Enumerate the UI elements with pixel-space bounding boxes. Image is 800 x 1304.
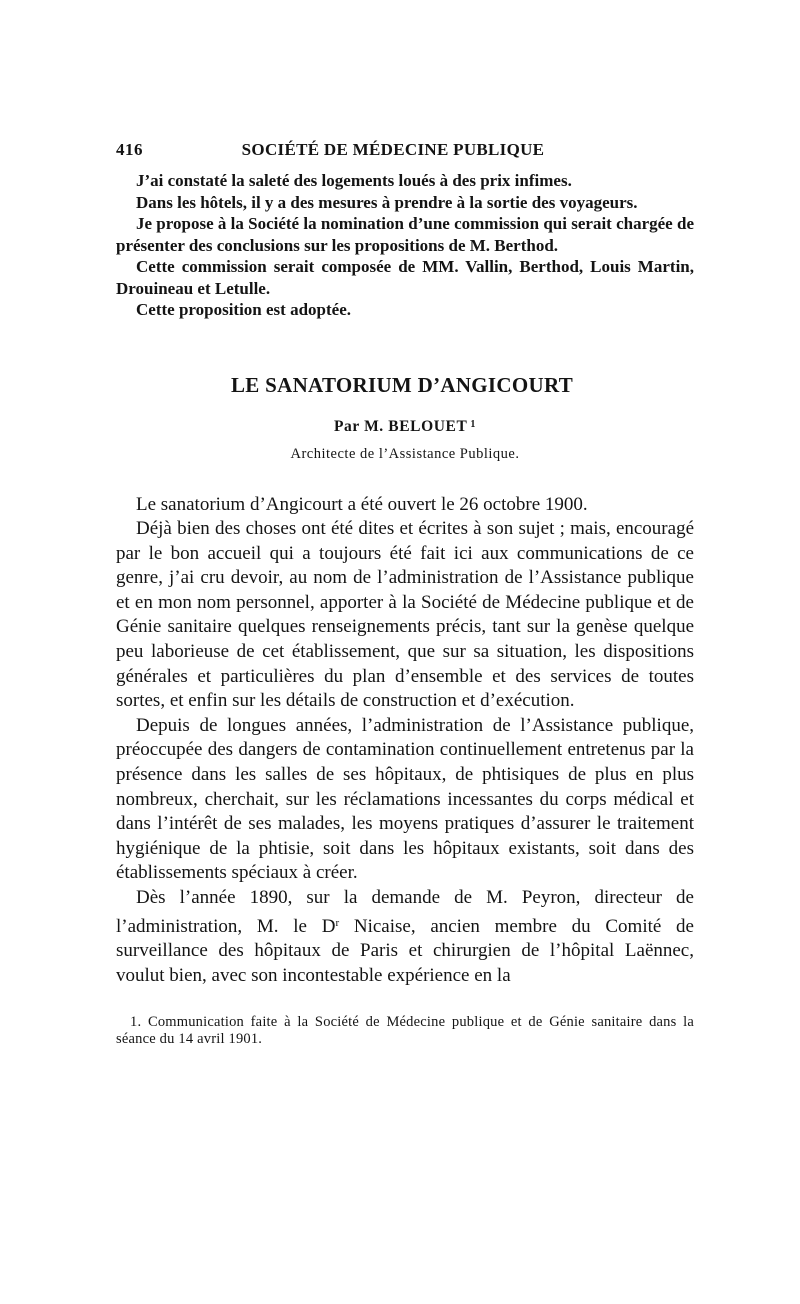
footnote: 1. Communication faite à la Société de Médecine publique et de Génie sanitaire dans la séance du 14 avril 1901. [116, 1014, 694, 1048]
preceding-paragraph: Je propose à la Société la nomination d’une commission qui serait chargée de présenter des conclusions sur les propositions de M. Berthod. [116, 214, 694, 255]
body-text-segment: Dès l’année 1890, sur la demande de M. Peyron, directeur de l’administration, M. le D [116, 887, 694, 937]
article-title: LE SANATORIUM D’ANGICOURT [230, 372, 573, 397]
page-number: 416 [116, 140, 143, 159]
preceding-section [116, 170, 694, 321]
body-paragraph: Le sanatorium d’Angicourt a été ouvert le 26 octobre 1900. [136, 493, 588, 515]
author-affiliation: Architecte de l’Assistance Publique. [290, 445, 520, 462]
body-text-segment: Nicaise, ancien membre du Comité de surveillance des hôpitaux de Paris et chirurgien de l’hôpital Laënnec, voulut bien, avec son incontestable expérience en la [116, 915, 694, 986]
body-paragraph [116, 886, 694, 988]
preceding-paragraph: Cette proposition est adoptée. [136, 300, 351, 319]
book-page [116, 140, 694, 1048]
article-body [116, 493, 694, 989]
author-name: Par M. BELOUET [333, 417, 468, 435]
preceding-paragraph: Dans les hôtels, il y a des mesures à prendre à la sortie des voyageurs. [136, 192, 638, 212]
body-paragraph: Depuis de longues années, l’administration de l’Assistance publique, préoccupée des dangers de contamination continuellement entretenus par la présence dans les salles de ses hôpitaux, de phtisiques de plus en plus nombreux, cherchait, sur les réclamations incessantes du corps médical et dans l’intérêt de ses malades, les moyens pratiques d’assurer le traitement hygiénique de la phtisie, soit dans les hôpitaux existants, soit dans des établissements spéciaux à créer. [116, 714, 694, 884]
superscript-abbreviation: r [335, 916, 340, 929]
article-byline [116, 418, 694, 436]
footnote-reference: 1 [470, 418, 477, 430]
body-paragraph: Déjà bien des choses ont été dites et écrites à son sujet ; mais, encouragé par le bon accueil qui a toujours été fait ici aux communications de ce genre, j’ai cru devoir, au nom de l’administration de l’Assistance publique et en mon nom personnel, apporter à la Société de Médecine publique et de Génie sanitaire quelques renseignements précis, tant sur la genèse quelque peu laborieuse de cet établissement, que sur sa situation, les dispositions générales et particulières du plan d’ensemble et des services de toutes sortes, et enfin sur les détails de construction et d’exécution. [116, 518, 694, 712]
running-title: SOCIÉTÉ DE MÉDECINE PUBLIQUE [241, 140, 545, 159]
preceding-paragraph: J’ai constaté la saleté des logements loués à des prix infimes. [136, 171, 572, 190]
preceding-paragraph: Cette commission serait composée de MM. Vallin, Berthod, Louis Martin, Drouineau et Letulle. [116, 257, 694, 298]
running-header [116, 140, 694, 170]
